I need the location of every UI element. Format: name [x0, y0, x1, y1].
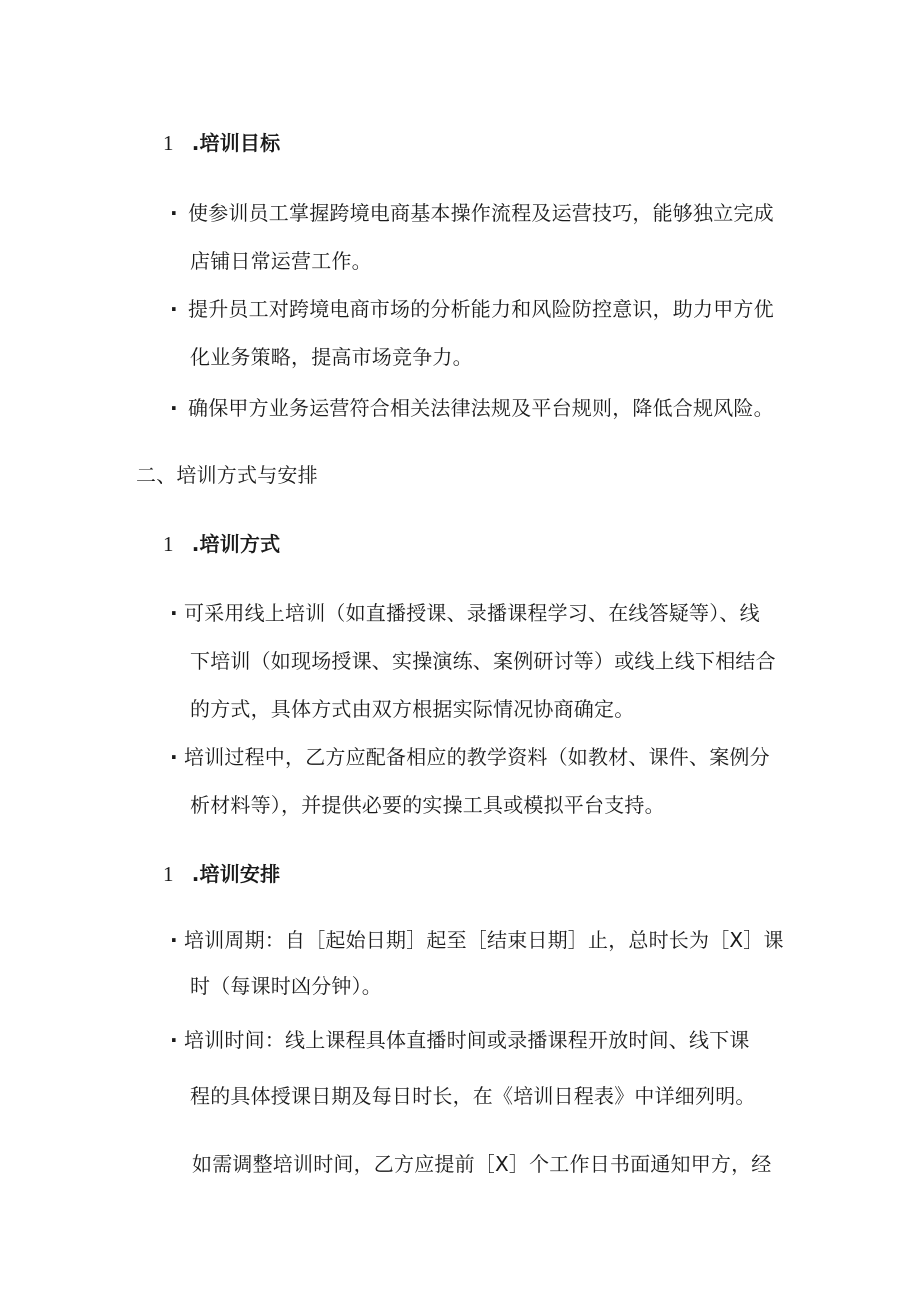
method-item-1-text: 可采用线上培训（如直播授课、录播课程学习、在线答疑等）、线 [184, 601, 760, 625]
section-heading-2: 二、培训方式与安排 [136, 463, 318, 487]
goals-item-1-line-1 [170, 199, 774, 227]
schedule-note: 如需调整培训时间，乙方应提前［X］个工作日书面通知甲方，经 [192, 1152, 772, 1176]
method-item-2-line-1 [170, 743, 770, 771]
goals-item-1-text: 使参训员工掌握跨境电商基本操作流程及运营技巧，能够独立完成 [188, 201, 774, 225]
goals-item-2-line-2: 化业务策略，提高市场竞争力。 [190, 345, 473, 369]
schedule-item-2-text: 培训时间：线上课程具体直播时间或录播课程开放时间、线下课 [184, 1028, 750, 1052]
goals-item-2-text: 提升员工对跨境电商市场的分析能力和风险防控意识，助力甲方优 [188, 297, 774, 321]
goals-heading-number: 1 [163, 131, 174, 155]
schedule-item-1-line-1 [170, 926, 784, 954]
bullet-dot: · [170, 745, 178, 769]
method-item-2-line-2: 析材料等），并提供必要的实操工具或模拟平台支持。 [190, 793, 665, 817]
schedule-item-2-line-1 [170, 1026, 750, 1054]
bullet-dot: · [170, 1028, 178, 1052]
goals-item-1-line-2: 店铺日常运营工作。 [190, 249, 372, 273]
schedule-heading-title: .培训安排 [191, 862, 281, 886]
schedule-heading-number: 1 [163, 862, 174, 886]
bullet-dot: · [170, 396, 178, 420]
schedule-item-1-line-2: 时（每课时凶分钟）。 [190, 974, 382, 998]
schedule-item-1-text: 培训周期：自［起始日期］起至［结束日期］止，总时长为［X］课 [184, 928, 784, 952]
bullet-dot: · [170, 297, 178, 321]
method-item-1-line-1 [170, 599, 760, 627]
schedule-heading [163, 860, 280, 888]
bullet-dot: · [170, 601, 178, 625]
method-heading-number: 1 [163, 532, 174, 556]
bullet-dot: · [170, 928, 178, 952]
method-item-1-line-2: 下培训（如现场授课、实操演练、案例研讨等）或线上线下相结合 [190, 649, 776, 673]
goals-item-3-line-1 [170, 394, 774, 422]
method-heading [163, 530, 280, 558]
goals-heading-title: .培训目标 [191, 131, 281, 155]
goals-item-2-line-1 [170, 295, 774, 323]
bullet-dot: · [170, 201, 178, 225]
method-item-2-text: 培训过程中，乙方应配备相应的教学资料（如教材、课件、案例分 [184, 745, 770, 769]
goals-item-3-text: 确保甲方业务运营符合相关法律法规及平台规则，降低合规风险。 [188, 396, 774, 420]
method-item-1-line-3: 的方式，具体方式由双方根据实际情况协商确定。 [190, 697, 635, 721]
goals-heading [163, 129, 280, 157]
schedule-item-2-line-2: 程的具体授课日期及每日时长，在《培训日程表》中详细列明。 [190, 1084, 756, 1108]
method-heading-title: .培训方式 [191, 532, 281, 556]
